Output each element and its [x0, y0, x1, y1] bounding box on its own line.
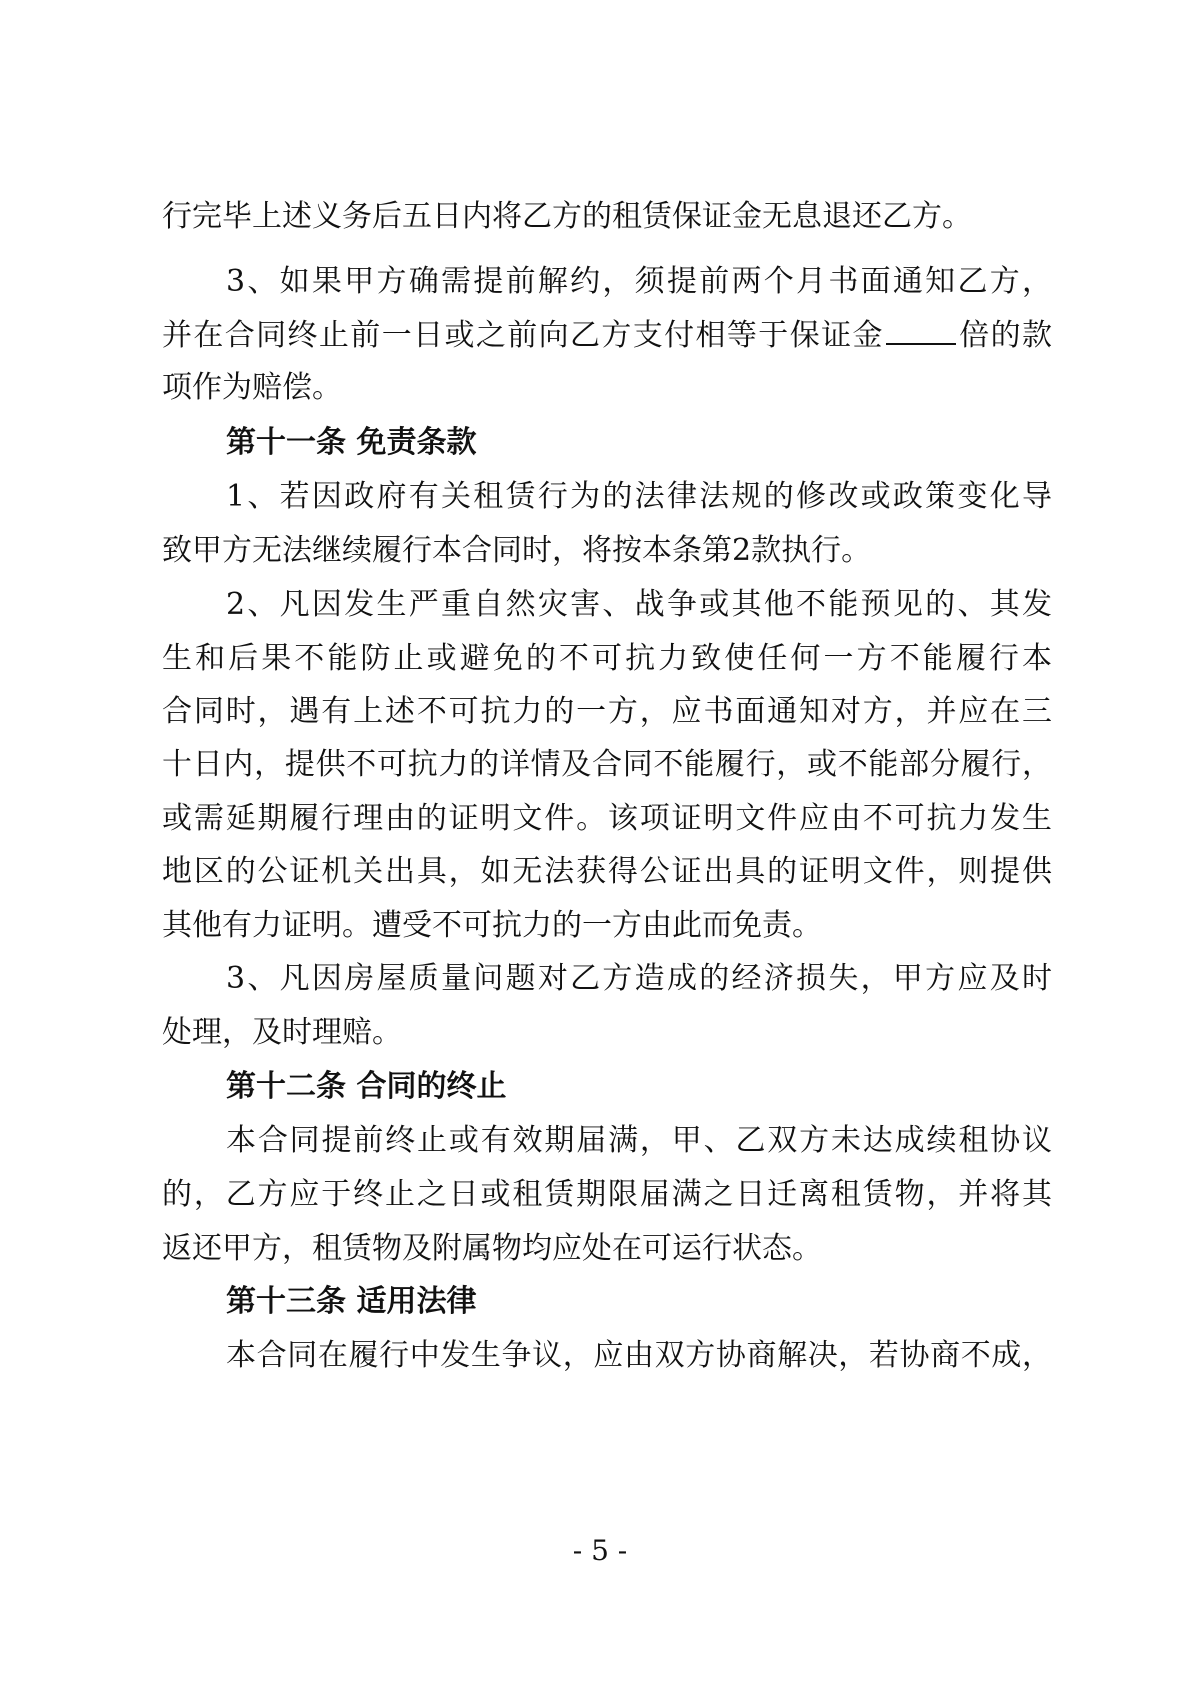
paragraph-line: 合同时，遇有上述不可抗力的一方，应书面通知对方，并应在三	[162, 694, 1052, 729]
paragraph-line	[162, 315, 1052, 356]
paragraph-line: 项作为赔偿。	[162, 370, 342, 405]
paragraph-line: 致甲方无法继续履行本合同时，将按本条第2款执行。	[162, 533, 872, 568]
page-number: - 5 -	[572, 1534, 628, 1567]
paragraph-line: 处理，及时理赔。	[162, 1015, 402, 1050]
paragraph-line: 的，乙方应于终止之日或租赁期限届满之日迁离租赁物，并将其	[162, 1177, 1052, 1212]
paragraph-line: 十日内，提供不可抗力的详情及合同不能履行，或不能部分履行，	[162, 747, 1052, 782]
paragraph-line: 1、若因政府有关租赁行为的法律法规的修改或政策变化导	[226, 479, 1052, 514]
section-heading-article-11: 第十一条 免责条款	[226, 425, 477, 460]
paragraph-text: 倍的款	[957, 318, 1052, 353]
paragraph-line: 行完毕上述义务后五日内将乙方的租赁保证金无息退还乙方。	[162, 199, 972, 234]
paragraph-line: 返还甲方，租赁物及附属物均应处在可运行状态。	[162, 1231, 822, 1266]
paragraph-line: 本合同在履行中发生争议，应由双方协商解决，若协商不成，	[226, 1338, 1052, 1373]
section-heading-article-12: 第十二条 合同的终止	[226, 1069, 507, 1104]
section-heading-article-13: 第十三条 适用法律	[226, 1284, 477, 1319]
paragraph-line: 地区的公证机关出具，如无法获得公证出具的证明文件，则提供	[162, 854, 1052, 889]
paragraph-line: 或需延期履行理由的证明文件。该项证明文件应由不可抗力发生	[162, 801, 1052, 836]
paragraph-line: 生和后果不能防止或避免的不可抗力致使任何一方不能履行本	[162, 641, 1052, 676]
paragraph-line: 本合同提前终止或有效期届满，甲、乙双方未达成续租协议	[226, 1123, 1052, 1158]
paragraph-text: 并在合同终止前一日或之前向乙方支付相等于保证金	[162, 318, 884, 353]
fill-in-blank	[886, 315, 956, 345]
paragraph-line: 2、凡因发生严重自然灾害、战争或其他不能预见的、其发	[226, 587, 1052, 622]
paragraph-line: 3、如果甲方确需提前解约，须提前两个月书面通知乙方，	[226, 264, 1052, 299]
paragraph-line: 3、凡因房屋质量问题对乙方造成的经济损失，甲方应及时	[226, 961, 1052, 996]
paragraph-line: 其他有力证明。遭受不可抗力的一方由此而免责。	[162, 908, 822, 943]
